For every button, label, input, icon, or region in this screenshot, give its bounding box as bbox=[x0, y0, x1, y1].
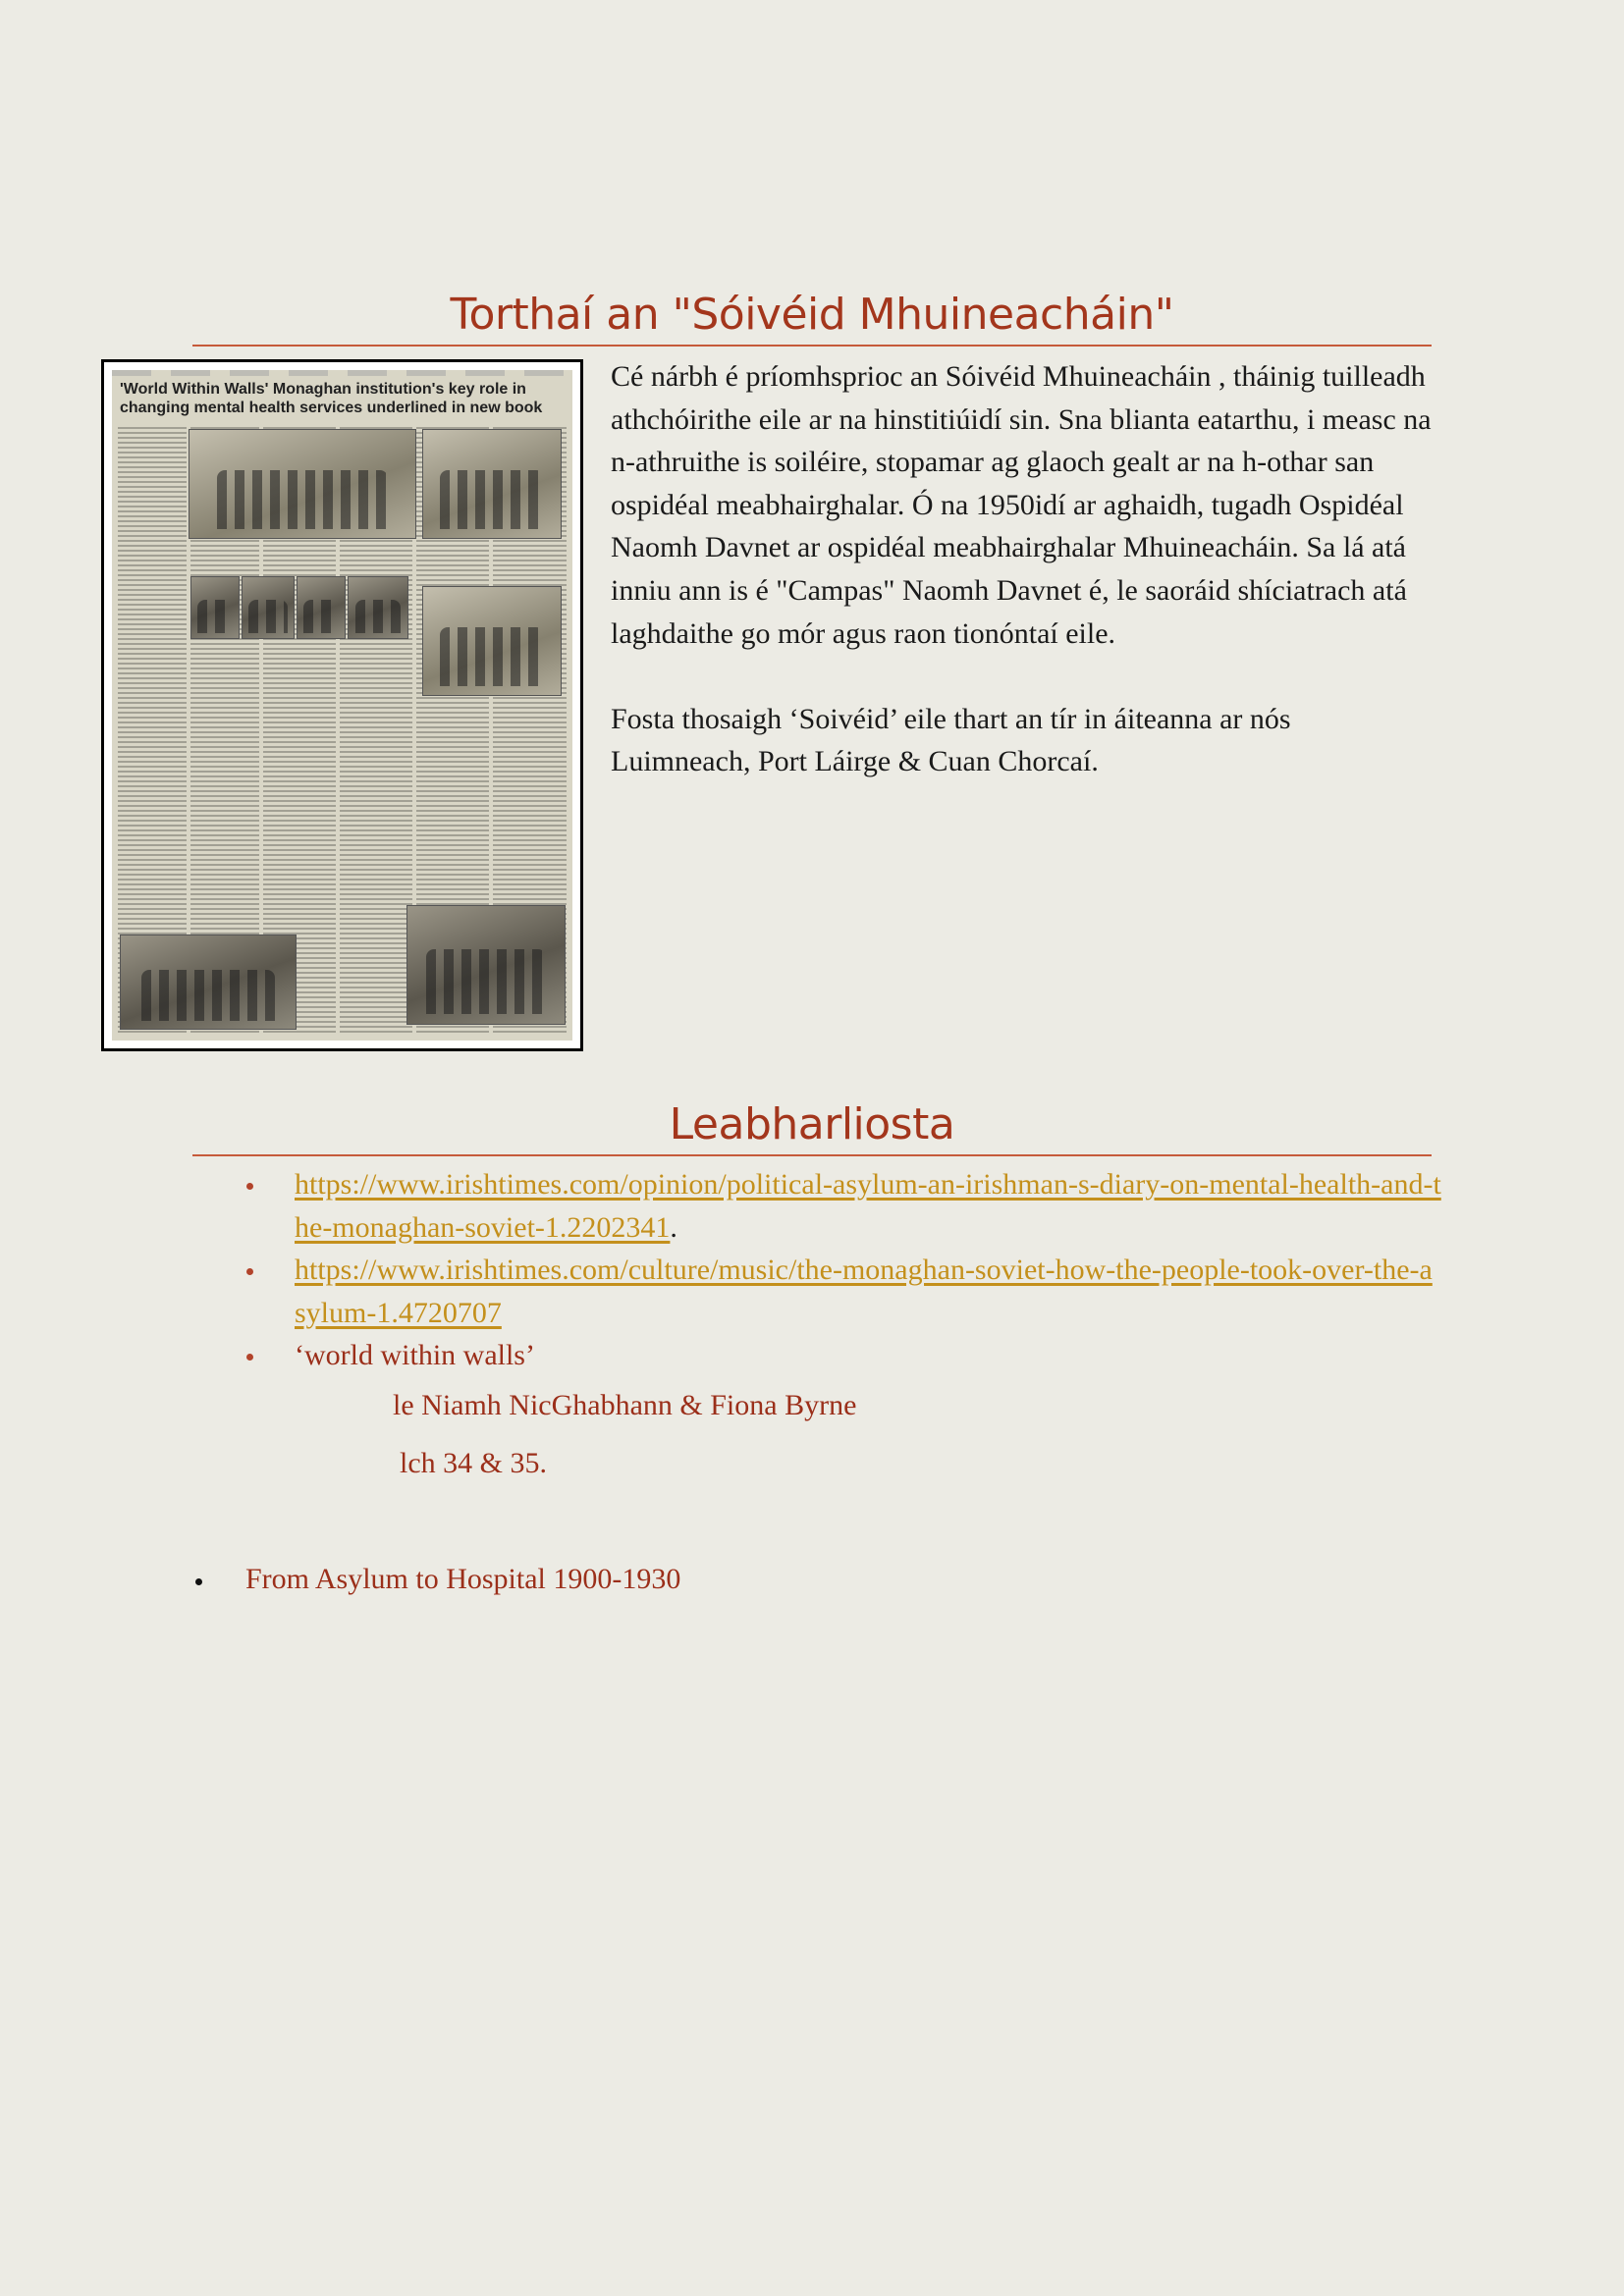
results-paragraph-1: Cé nárbh é príomhsprioc an Sóivéid Mhuineacháin , tháinig tuilleadh athchóirithe eile ar na hinstitiúidí sin. Sna blianta eatarthu, i measc na n-athruithe is soiléire, stopamar ag glaoch gealt ar na h-othar san ospidéal meabhairghalar. Ó na 1950idí ar aghaidh, tugadh Ospidéal Naomh Davnet ar ospidéal meabhairghalar Mhuineacháin. Sa lá atá inniu ann is é "Campas" Naomh Davnet é, le saoráid shíciatrach atá laghdaithe go mór agus raon tionóntaí eile. bbox=[611, 360, 1432, 650]
bullet-icon bbox=[195, 1578, 202, 1585]
bibliography-item-1 bbox=[295, 1163, 1443, 1249]
section-heading-results: Torthaí an "Sóivéid Mhuineacháin" bbox=[192, 291, 1432, 347]
newspaper-photo-couple bbox=[422, 429, 562, 539]
book-authors: le Niamh NicGhabhann & Fiona Byrne bbox=[393, 1389, 857, 1421]
newspaper-clipping-image bbox=[101, 359, 583, 1051]
bullet-icon bbox=[246, 1268, 253, 1275]
irishtimes-link-1[interactable]: https://www.irishtimes.com/opinion/political-asylum-an-irishman-s-diary-on-mental-health-and-the-monaghan-soviet-1.2202341 bbox=[295, 1168, 1441, 1244]
section-heading-bibliography: Leabharliosta bbox=[192, 1100, 1432, 1156]
newspaper-photo-women bbox=[422, 586, 562, 696]
results-paragraph-2: Fosta thosaigh ‘Soivéid’ eile thart an tír in áiteanna ar nós Luimneach, Port Láirge & Cuan Chorcaí. bbox=[611, 702, 1291, 778]
newspaper-photo-group bbox=[189, 429, 416, 539]
newspaper-headline: 'World Within Walls' Monaghan institution's key role in changing mental health services underlined in new book bbox=[120, 381, 543, 416]
bibliography-item-4 bbox=[245, 1563, 680, 1596]
bullet-icon bbox=[246, 1354, 253, 1361]
book-title-asylum-to-hospital: From Asylum to Hospital 1900-1930 bbox=[245, 1563, 681, 1595]
newspaper-photo-man-1 bbox=[190, 576, 240, 639]
book-pages: lch 34 & 35. bbox=[400, 1447, 547, 1479]
newspaper-photo-woman bbox=[242, 576, 295, 639]
newspaper-page bbox=[112, 370, 572, 1041]
bibliography-item-3 bbox=[295, 1334, 1443, 1377]
bullet-icon bbox=[246, 1183, 253, 1190]
link-period: . bbox=[670, 1210, 677, 1244]
newspaper-photo-audience bbox=[120, 934, 297, 1030]
newspaper-photo-presentation bbox=[406, 905, 566, 1025]
bibliography-list bbox=[245, 1163, 1443, 1377]
irishtimes-link-2[interactable]: https://www.irishtimes.com/culture/music/the-monaghan-soviet-how-the-people-took-over-the-asylum-1.4720707 bbox=[295, 1254, 1433, 1329]
bibliography-item-2 bbox=[295, 1249, 1443, 1334]
newspaper-photo-man-3 bbox=[348, 576, 408, 639]
newspaper-masthead-strip bbox=[112, 370, 572, 376]
book-title-world-within-walls: ‘world within walls’ bbox=[295, 1339, 535, 1371]
results-body bbox=[611, 355, 1435, 783]
newspaper-photo-man-2 bbox=[297, 576, 346, 639]
